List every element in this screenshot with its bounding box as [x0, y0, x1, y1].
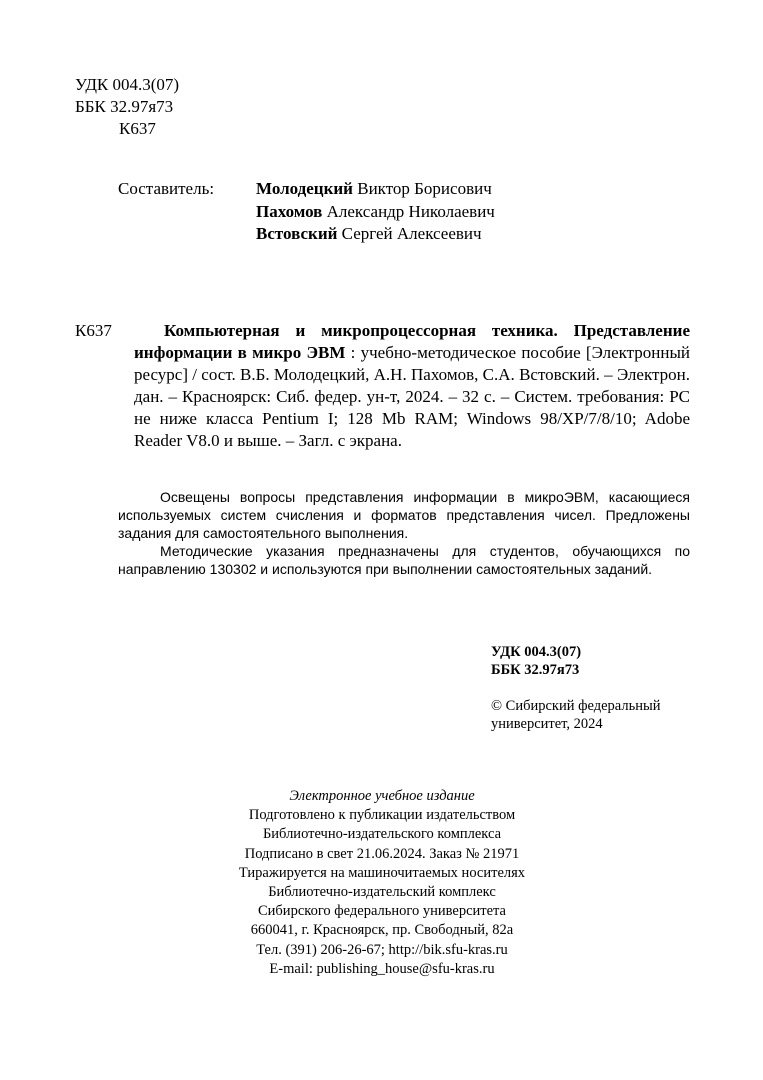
biblio-title: Компьютерная и микропроцессорная техника. Представление информации в микро ЭВМ: [134, 321, 690, 362]
compiler-names: [256, 178, 495, 246]
compiler-person: [256, 201, 495, 224]
compiler-person: [256, 223, 495, 246]
udk-code: УДК 004.3(07): [75, 75, 180, 94]
author-mark: К637: [119, 119, 156, 138]
udk-bbk-copyright-block: [491, 643, 660, 733]
annotation: [118, 488, 690, 578]
biblio-code: К637: [75, 321, 112, 340]
annotation-paragraph: Освещены вопросы представления информации в микроЭВМ, касающиеся используемых систем счисления и форматов представления чисел. Предложены задания для самостоятельного выполнения.: [118, 489, 690, 541]
compiler-given-name: Александр Николаевич: [326, 201, 495, 221]
imprint-line: E-mail: publishing_house@sfu-kras.ru: [269, 960, 495, 977]
imprint-line: Библиотечно-издательский комплекс: [268, 884, 496, 901]
imprint-line: 660041, г. Красноярск, пр. Свободный, 82а: [250, 922, 514, 939]
imprint-line: Подготовлено к публикации издательством: [248, 807, 516, 824]
bibliographic-record: [75, 320, 690, 452]
bbk-code-bold: ББК 32.97я73: [491, 662, 580, 678]
imprint-line: Тел. (391) 206-26-67; http://bik.sfu-kras.ru: [256, 941, 508, 958]
classification-codes: [75, 74, 179, 140]
copyright-line: университет, 2024: [491, 716, 603, 732]
biblio-description: : учебно-методическое пособие [Электронный ресурс] / сост. В.Б. Молодецкий, А.Н. Пахомов, С.А. Встовский. – Электрон. дан. – Красноярск: Сиб. федер. ун-т, 2024. – 32 с. – Систем. требования: PC не ниже класса Pentium I; 128 Mb RAM; Windows 98/XP/7/8/10; Adobe Reader V8.0 и выше. – Загл. с экрана.: [134, 343, 691, 450]
biblio-text: [134, 320, 690, 452]
compiler-given-name: Сергей Алексеевич: [341, 224, 482, 243]
imprint-line: Тиражируется на машиночитаемых носителях: [238, 864, 526, 881]
edition-type: Электронное учебное издание: [289, 788, 475, 804]
annotation-paragraph: Методические указания предназначены для студентов, обучающихся по направлению 130302 и используются при выполнении самостоятельных заданий.: [118, 543, 690, 577]
compiler-given-name: Виктор Борисович: [357, 179, 492, 198]
imprint-block: [182, 787, 582, 979]
copyright-line: © Сибирский федеральный: [491, 698, 661, 714]
compiler-person: [256, 178, 495, 201]
bbk-code: ББК 32.97я73: [75, 97, 174, 116]
compiler-label: Составитель:: [118, 179, 215, 198]
compiler-surname: Пахомов: [256, 201, 323, 221]
compiler-surname: Молодецкий: [256, 179, 353, 198]
imprint-line: Сибирского федерального университета: [258, 903, 506, 920]
compiler-surname: Встовский: [256, 224, 338, 243]
udk-code-bold: УДК 004.3(07): [491, 644, 582, 660]
imprint-line: Библиотечно-издательского комплекса: [262, 826, 502, 843]
imprint-line: Подписано в свет 21.06.2024. Заказ № 21971: [244, 845, 520, 862]
